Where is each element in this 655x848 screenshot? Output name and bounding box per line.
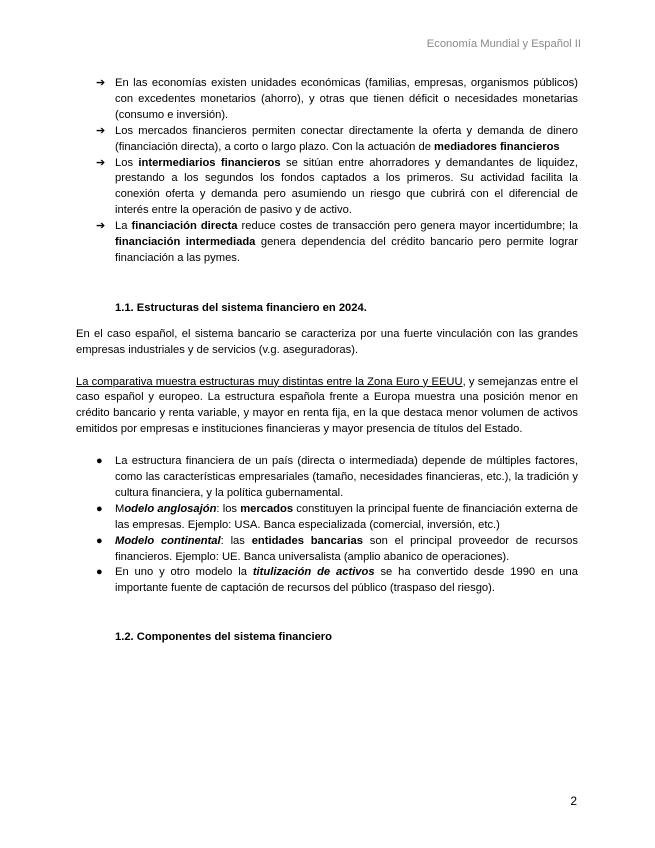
item-text: Los	[115, 156, 139, 169]
arrow-list	[76, 76, 578, 267]
list-item	[76, 565, 578, 597]
item-bold: mercados	[240, 502, 294, 515]
paragraph	[76, 375, 578, 439]
item-emphasis: Modelo continental	[115, 534, 221, 547]
bullet-icon: ●	[96, 566, 103, 579]
item-text: : los	[216, 502, 241, 515]
item-emphasis: titulización de activos	[252, 566, 375, 579]
bullet-icon: ●	[96, 502, 103, 515]
page-number: 2	[570, 794, 577, 808]
item-text: La	[115, 220, 132, 233]
section-heading: 1.2. Componentes del sistema financiero	[115, 631, 332, 644]
arrow-icon: ➔	[96, 220, 106, 233]
item-bold: mediadores financieros	[434, 140, 560, 153]
item-text: genera dependencia del crédito bancario pero permite lograr financiación a las pymes.	[115, 236, 579, 264]
arrow-icon: ➔	[96, 156, 106, 169]
item-text: Los mercados financieros permiten conectar directamente la oferta y demanda de dinero (financiación directa), a corto o largo plazo. Con la actuación de	[115, 124, 578, 153]
item-bold: entidades bancarias	[251, 534, 363, 547]
item-bold: intermediarios financieros	[138, 156, 281, 169]
list-item	[76, 156, 578, 220]
running-header: Economía Mundial y Español II	[426, 38, 581, 50]
item-text: La estructura financiera de un país (directa o intermediada) depende de múltiples factores, como las características empresariales (tamaño, necesidades financieras, etc.), la tradición y cultura financiera, y la política gubernamental.	[115, 455, 578, 499]
item-text: se sitúan entre ahorradores y demandantes de liquidez, prestando a los segundos los fondos captados a los primeros. Su actividad facilita la conexión oferta y demanda pero asumiendo un riesgo que cubrirá con el diferencial de interés entre la operación de pasivo y de activo.	[115, 156, 578, 217]
bullet-icon: ●	[96, 534, 103, 547]
item-text: M	[115, 502, 125, 515]
item-text: constituyen la principal fuente de financiación externa de las empresas. Ejemplo: USA. Banca especializada (comercial, inversión, etc.)	[115, 502, 578, 531]
list-item	[76, 534, 578, 566]
list-item	[76, 454, 578, 502]
page-content	[76, 76, 578, 643]
item-text: : las	[220, 534, 252, 547]
list-item	[76, 124, 578, 156]
section-heading: 1.1. Estructuras del sistema financiero en 2024.	[115, 301, 367, 314]
bullet-list	[76, 454, 578, 597]
paragraph-text: , y semejanzas entre el caso español y europeo. La estructura española frente a Europa muestra una posición menor en crédito bancario y renta variable, y mayor en renta fija, en la que destaca menor volumen de activos emitidos por empresas e instituciones financieras y mayor presencia de títulos del Estado.	[76, 375, 578, 436]
item-text: reduce costes de transacción pero genera mayor incertidumbre; la	[237, 220, 578, 233]
list-item	[76, 219, 578, 267]
item-emphasis: odelo anglosajón	[124, 502, 217, 515]
item-text: En uno y otro modelo la	[115, 566, 253, 579]
bullet-icon: ●	[96, 455, 103, 468]
item-text: son el principal proveedor de recursos financieros. Ejemplo: UE. Banca universalista (amplio abanico de operaciones).	[115, 534, 578, 563]
list-item	[76, 76, 578, 124]
arrow-icon: ➔	[96, 77, 106, 89]
arrow-icon: ➔	[96, 124, 106, 137]
underlined-text: La comparativa muestra estructuras muy distintas entre la Zona Euro y EEUU	[76, 375, 463, 388]
item-bold: financiación intermediada	[115, 236, 256, 249]
item-bold: financiación directa	[131, 220, 238, 233]
item-text: se ha convertido desde 1990 en una importante fuente de captación de recursos del público (traspaso del riesgo).	[115, 566, 578, 595]
list-item	[76, 502, 578, 534]
paragraph: En el caso español, el sistema bancario se caracteriza por una fuerte vinculación con las grandes empresas industriales y de servicios (v.g. aseguradoras).	[76, 327, 578, 356]
item-text: En las economías existen unidades económicas (familias, empresas, organismos públicos) con excedentes monetarios (ahorro), y otras que tienen déficit o necesidades monetarias (consumo e inversión).	[115, 77, 578, 121]
